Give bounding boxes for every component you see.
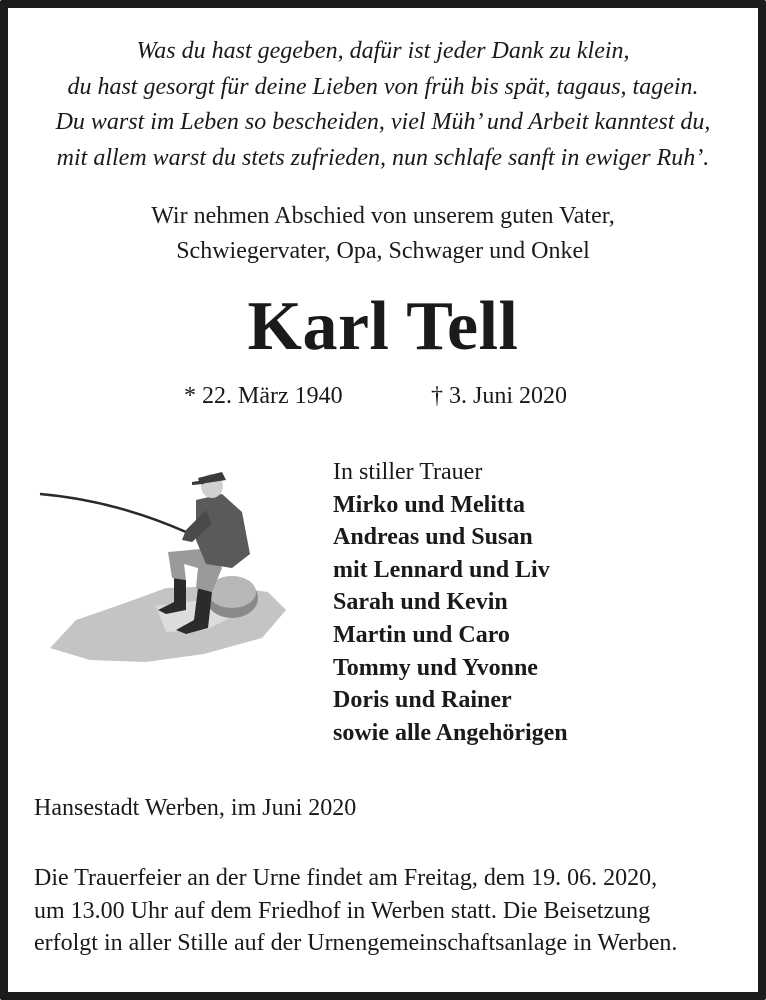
mourner-name: Doris und Rainer [333, 687, 512, 714]
poem-line: Du warst im Leben so bescheiden, viel Müh’ und Arbeit kanntest du, [55, 109, 711, 135]
mourner-name: Mirko und Melitta [333, 491, 525, 518]
deceased-name: Karl Tell [247, 288, 519, 365]
intro-line: Wir nehmen Abschied von unserem guten Vater, [151, 203, 615, 229]
birth-date: * 22. März 1940 [184, 383, 343, 409]
funeral-line: um 13.00 Uhr auf dem Friedhof in Werben statt. Die Beisetzung [34, 897, 651, 924]
mourner-name: Martin und Caro [333, 621, 510, 648]
funeral-line: Die Trauerfeier an der Urne findet am Freitag, dem 19. 06. 2020, [34, 865, 658, 891]
mourner-name: Andreas und Susan [333, 524, 533, 551]
mourner-name: mit Lennard und Liv [333, 556, 550, 583]
funeral-line: erfolgt in aller Stille auf der Urnengemeinschaftsanlage in Werben. [34, 930, 678, 956]
place-and-date: Hansestadt Werben, im Juni 2020 [34, 795, 357, 821]
mourner-name: Tommy und Yvonne [333, 654, 538, 681]
poem-line: du hast gesorgt für deine Lieben von früh bis spät, tagaus, tagein. [67, 73, 699, 100]
fisherman-icon [36, 460, 292, 670]
farewell-intro [12, 199, 754, 269]
fishing-rod [40, 494, 186, 532]
poem [12, 34, 754, 176]
intro-line: Schwiegervater, Opa, Schwager und Onkel [176, 238, 590, 264]
mourner-name: Sarah und Kevin [333, 589, 508, 616]
poem-line: Was du hast gegeben, dafür ist jeder Dank zu klein, [136, 38, 630, 64]
mourners-list [333, 456, 753, 749]
poem-line: mit allem warst du stets zufrieden, nun schlafe sanft in ewiger Ruh’. [56, 144, 710, 171]
funeral-details [34, 862, 734, 960]
mourner-name: sowie alle Angehörigen [333, 719, 568, 746]
death-date: † 3. Juni 2020 [431, 383, 568, 409]
mourners-lead: In stiller Trauer [333, 459, 483, 485]
